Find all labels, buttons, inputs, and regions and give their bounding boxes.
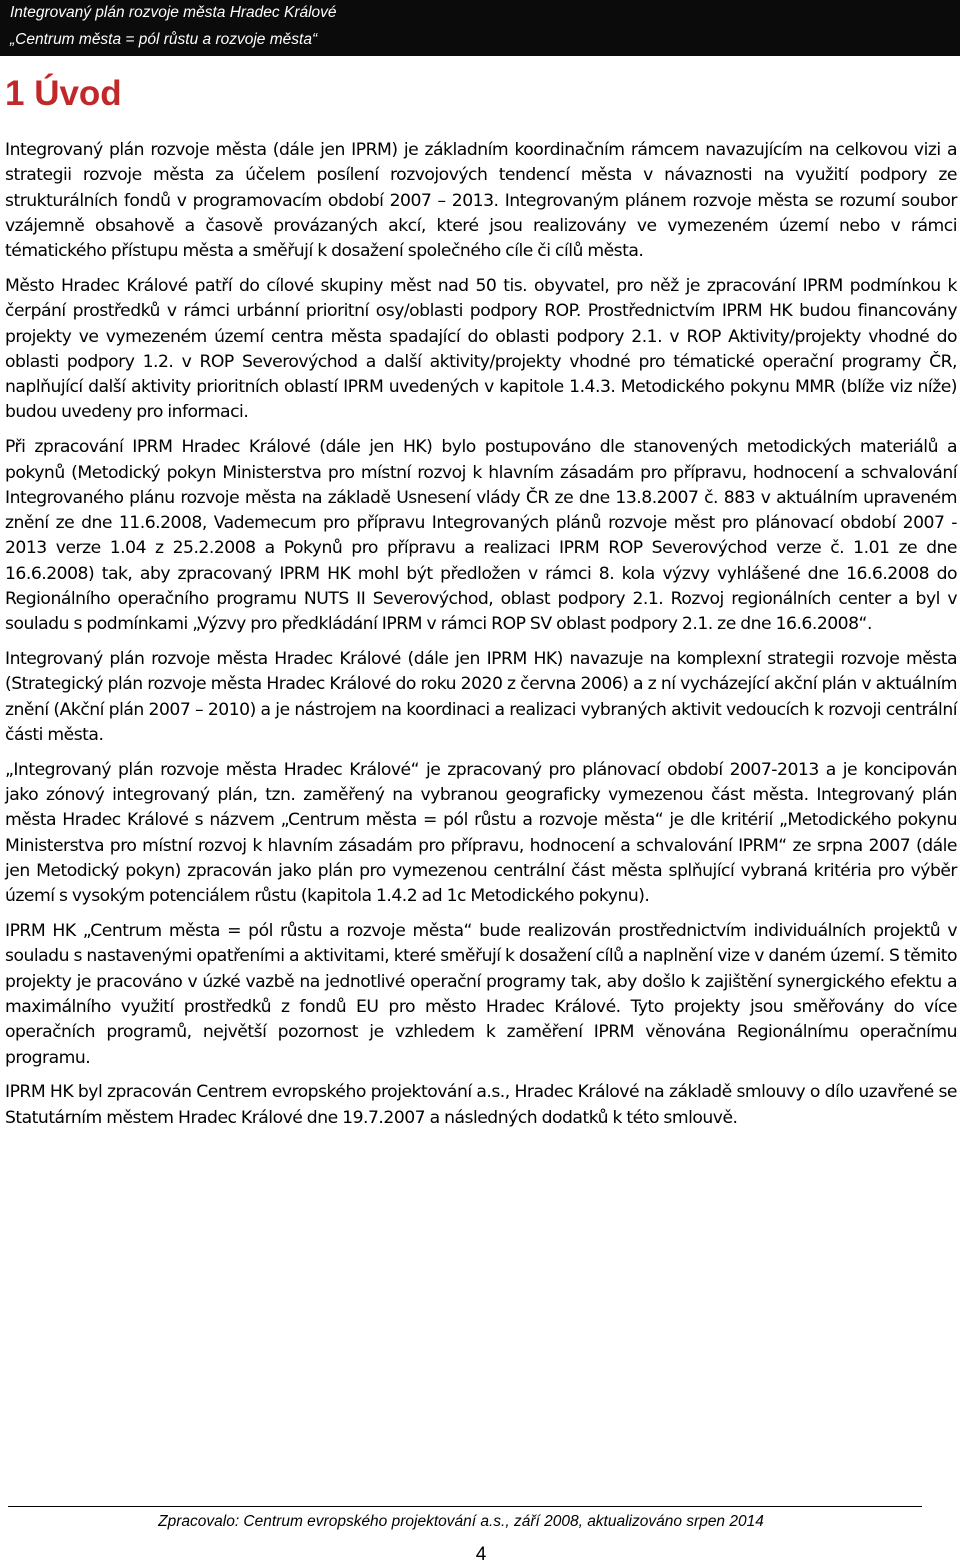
paragraph-intro: Integrovaný plán rozvoje města (dále jen IPRM) je základním koordinačním rámcem navazujícím na celkovou vizi a strategii rozvoje města za účelem posílení rozvojových tendencí města v návaznosti na využití podpory ze strukturálních fondů v programovacím období 2007 – 2013. Integrovaným plánem rozvoje města se rozumí soubor vzájemně obsahově a časově provázaných akcí, které jsou realizovány ve vymezeném území nebo v rámci tématického přístupu města a směřují k dosažení společného cíle či cílů města. <box>5 140 957 262</box>
page-number: 4 <box>475 1544 487 1565</box>
paragraph-author: IPRM HK byl zpracován Centrem evropského projektování a.s., Hradec Králové na základě smlouvy o dílo uzavřené se Statutárním městem Hradec Králové dne 19.7.2007 a následných dodatků k této smlouvě. <box>5 1082 957 1128</box>
chapter-title: 1 Úvod <box>5 74 122 113</box>
paragraph-projects: IPRM HK „Centrum města = pól růstu a rozvoje města“ bude realizován prostřednictvím individuálních projektů v souladu s nastavenými opatřeními a aktivitami, které směřují k dosažení cílů a naplnění vize v daném území. S těmito projekty je pracováno v úzké vazbě na jednotlivé operační programy tak, aby došlo k zajištění synergického efektu a maximálního využití prostředků z fondů EU pro město Hradec Králové. Tyto projekty jsou směřovány do více operačních programů, největší pozornost je vzhledem k zaměření IPRM věnována Regionálnímu operačnímu programu. <box>5 921 957 1068</box>
page-header <box>0 0 960 56</box>
paragraph-methodology: Při zpracování IPRM Hradec Králové (dále jen HK) bylo postupováno dle stanovených metodických materiálů a pokynů (Metodický pokyn Ministerstva pro místní rozvoj k hlavním zásadám pro přípravu, hodnocení a schvalování Integrovaného plánu rozvoje města na základě Usnesení vlády ČR ze dne 13.8.2007 č. 883 v aktuálním upraveném znění ze dne 11.6.2008, Vademecum pro přípravu Integrovaných plánů rozvoje měst pro plánovací období 2007 - 2013 verze 1.04 z 25.2.2008 a Pokynů pro přípravu a realizaci IPRM ROP Severovýchod verze č. 1.01 ze dne 16.6.2008) tak, aby zpracovaný IPRM HK mohl být předložen v rámci 8. kola výzvy vyhlášené dne 16.6.2008 do Regionálního operačního programu NUTS II Severovýchod, oblast podpory 2.1. Rozvoj regionálních center a byl v souladu s podmínkami „Výzvy pro předkládání IPRM v rámci ROP SV oblast podpory 2.1. ze dne 16.6.2008“. <box>5 437 957 635</box>
paragraph-zonal-plan: „Integrovaný plán rozvoje města Hradec Králové“ je zpracovaný pro plánovací období 2007-2013 a je koncipován jako zónový integrovaný plán, tzn. zaměřený na vybranou geograficky vymezenou část města. Integrovaný plán města Hradec Králové s názvem „Centrum města = pól růstu a rozvoje města“ je dle kritérií „Metodického pokynu Ministerstva pro místní rozvoj k hlavním zásadám pro přípravu, hodnocení a schvalování IPRM“ ze srpna 2007 (dále jen Metodický pokyn) zpracován jako plán pro vymezenou centrální část města splňující vybraná kritéria pro výběr území s vysokým potenciálem růstu (kapitola 1.4.2 ad 1c Metodického pokynu). <box>5 759 957 907</box>
document-title: Integrovaný plán rozvoje města Hradec Králové <box>10 4 337 21</box>
document-subtitle: „Centrum města = pól růstu a rozvoje města“ <box>10 31 318 48</box>
footer-divider <box>8 1506 922 1507</box>
body-text <box>5 138 957 1140</box>
paragraph-city-group: Město Hradec Králové patří do cílové skupiny měst nad 50 tis. obyvatel, pro něž je zpracování IPRM podmínkou k čerpání prostředků v rámci urbánní prioritní osy/oblasti podpory ROP. Prostřednictvím IPRM HK budou financovány projekty ve vymezeném území centra města spadající do oblasti podpory 2.1. v ROP Aktivity/projekty vhodné do oblasti podpory 1.2. v ROP Severovýchod a další aktivity/projekty vhodné pro tématické operační programy ČR, naplňující další aktivity prioritních oblastí IPRM uvedených v kapitole 1.4.3. Metodického pokynu MMR (blíže viz níže) budou uvedeny pro informaci. <box>5 275 957 423</box>
paragraph-strategy: Integrovaný plán rozvoje města Hradec Králové (dále jen IPRM HK) navazuje na komplexní strategii rozvoje města (Strategický plán rozvoje města Hradec Králové do roku 2020 z června 2006) a z ní vycházející akční plán v aktuálním znění (Akční plán 2007 – 2010) a je nástrojem na koordinaci a realizaci vybraných aktivit vedoucích k rozvoji centrální části města. <box>5 649 957 746</box>
footer-credit: Zpracovalo: Centrum evropského projektování a.s., září 2008, aktualizováno srpen 2014 <box>158 1513 764 1530</box>
